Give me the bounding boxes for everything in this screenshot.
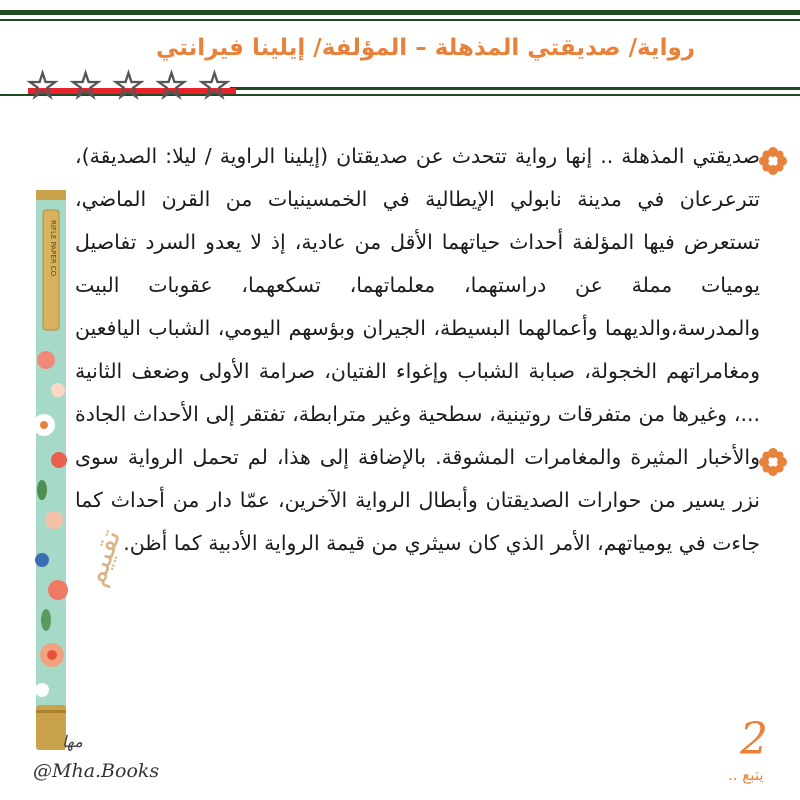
star-icon: ☆ (68, 64, 103, 107)
review-paragraph: صديقتي المذهلة .. إنها رواية تتحدث عن صديقتان (إيلينا الراوية / ليلا: الصديقة)، تترعرعان في مدينة نابولي الإيطالية في الخمسينيات من القرن الماضي، تستعرض فيها المؤلفة أحداث حياتهما الأقل من عادية، إذ لا يعدو السرد تفاصيل يوميات مملة عن دراستهما، معلماتهما، تسكعهما، عقوبات البيت والمدرسة،والديهما وأعمالهما البسيطة، الجيران وبؤسهم اليومي، الشباب اليافعين ومغامراتهم الخجولة، صبابة الشباب وإغواء الفتيان، صرامة الأولى وضعف الثانية ...، وغيرها من متفرقات روتينية، سطحية وغير مترابطة، تفتقر إلى الأحداث الجادة والأخبار المثيرة والمغامرات المشوقة. بالإضافة إلى هذا، لم تحمل الرواية سوى نزر يسير من حوارات الصديقتان وأبطال الرواية الآخرين، عمّا دار من أحداث كما جاءت في يومياتهم، الأمر الذي كان سيثري من قيمة الرواية الأدبية كما أظن. (75, 144, 760, 555)
star-rating (26, 66, 231, 106)
title-rule-thick (230, 87, 800, 90)
continued-label: يتبع .. (728, 766, 764, 784)
top-rule-thin (0, 19, 800, 21)
page-number: 2 (740, 714, 768, 765)
rating-calligraphy: تقييم (78, 525, 128, 591)
star-icon: ☆ (154, 64, 189, 107)
star-icon: ☆ (197, 64, 231, 107)
author-handle-arabic: مها (62, 732, 83, 751)
star-icon: ☆ (111, 64, 146, 107)
star-icon: ☆ (26, 64, 60, 107)
page-title: رواية/ صديقتي المذهلة – المؤلفة/ إيلينا فيرانتي (156, 35, 695, 61)
floral-pen-image (30, 190, 72, 750)
flower-bullet-icon (758, 447, 788, 477)
top-rule-thick (0, 10, 800, 15)
author-handle: @Mha.Books (33, 760, 160, 782)
pen-brand-text: RIFLE PAPER CO. (49, 220, 57, 279)
flower-bullet-icon (758, 146, 788, 176)
